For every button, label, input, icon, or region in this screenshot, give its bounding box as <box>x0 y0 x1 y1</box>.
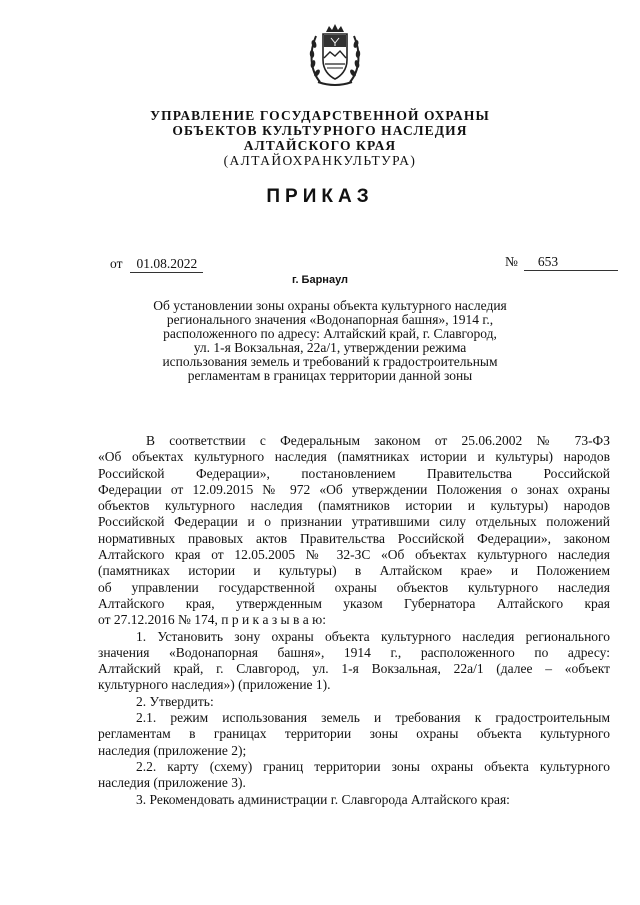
number-row <box>505 254 618 271</box>
subject-line: использования земель и требований к градостроительным <box>162 354 498 369</box>
body-line: нормативных правовых актов Правительства Российской Федерации», законом <box>98 530 610 546</box>
body-line: от 27.12.2016 № 174, п р и к а з ы в а ю: <box>98 612 326 628</box>
agency-line: АЛТАЙСКОГО КРАЯ <box>243 138 397 153</box>
body-line: (памятниках истории и культуры) в Алтайском крае» и Положением <box>98 563 610 579</box>
subject-line: Об установлении зоны охраны объекта культурного наследия <box>153 298 507 313</box>
body-line: 2. Утвердить: <box>136 693 214 709</box>
body-line: Российской Федерации», постановлением Правительства Российской <box>98 465 610 481</box>
agency-abbreviation: (АЛТАЙОХРАНКУЛЬТУРА) <box>223 153 417 168</box>
body-line: Алтайского края, утвержденным указом Губернатора Алтайского края <box>98 595 610 611</box>
body-line: культурного наследия») (приложение 1). <box>98 677 331 693</box>
body-line: Федерации от 12.09.2015 № 972 «Об утверждении Положения о зонах охраны <box>98 481 610 497</box>
city-name: г. Барнаул <box>291 274 349 286</box>
body-line: В соответствии с Федеральным законом от 25.06.2002 № 73-ФЗ <box>146 433 610 448</box>
body-line: Алтайского края от 12.05.2005 № 32-ЗС «Об объектах культурного наследия <box>98 547 610 563</box>
date-row <box>110 256 203 273</box>
body-line: наследия (приложение 2); <box>98 742 247 758</box>
body-line: «Об объектах культурного наследия (памятниках истории и культуры) народов <box>98 449 610 465</box>
subject-line: ул. 1-я Вокзальная, 22а/1, утверждении режима <box>193 340 467 355</box>
agency-name <box>0 108 640 168</box>
document-body <box>98 433 610 808</box>
body-line: значения «Водонапорная башня», 1914 г., расположенного по адресу: <box>98 644 610 660</box>
body-line: 3. Рекомендовать администрации г. Славгорода Алтайского края: <box>136 791 510 807</box>
agency-line: ОБЪЕКТОВ КУЛЬТУРНОГО НАСЛЕДИЯ <box>172 123 468 138</box>
agency-line: УПРАВЛЕНИЕ ГОСУДАРСТВЕННОЙ ОХРАНЫ <box>150 108 490 123</box>
document-subject <box>120 299 540 383</box>
subject-line: расположенного по адресу: Алтайский край, г. Славгород, <box>163 326 497 341</box>
document-number: 653 <box>524 254 618 271</box>
body-line: наследия (приложение 3). <box>98 775 246 791</box>
date-prefix: от <box>110 256 123 271</box>
body-line: 1. Установить зону охраны объекта культурного наследия регионального <box>136 628 610 644</box>
body-line: объектов культурного наследия (памятников истории и культуры) народов <box>98 498 610 514</box>
number-prefix: № <box>505 254 518 269</box>
body-line: об управлении государственной охраны объектов культурного наследия <box>98 579 610 595</box>
body-line: 2.2. карту (схему) границ территории зоны охраны объекта культурного <box>136 758 610 774</box>
document-type-title: ПРИКАЗ <box>266 186 374 207</box>
altai-krai-coat-of-arms-icon <box>306 22 364 88</box>
body-line: Российской Федерации и о признании утратившими силу отдельных положений <box>98 514 610 530</box>
subject-line: регламентам в границах территории данной зоны <box>187 368 473 383</box>
subject-line: регионального значения «Водонапорная башня», 1914 г., <box>166 312 494 327</box>
document-date: 01.08.2022 <box>130 256 203 273</box>
body-line: Алтайский край, г. Славгород, ул. 1-я Вокзальная, 22а/1 (далее – «объект <box>98 661 610 677</box>
body-line: 2.1. режим использования земель и требования к градостроительным <box>136 710 610 726</box>
body-line: регламентам в границах территории зоны охраны объекта культурного <box>98 726 610 742</box>
